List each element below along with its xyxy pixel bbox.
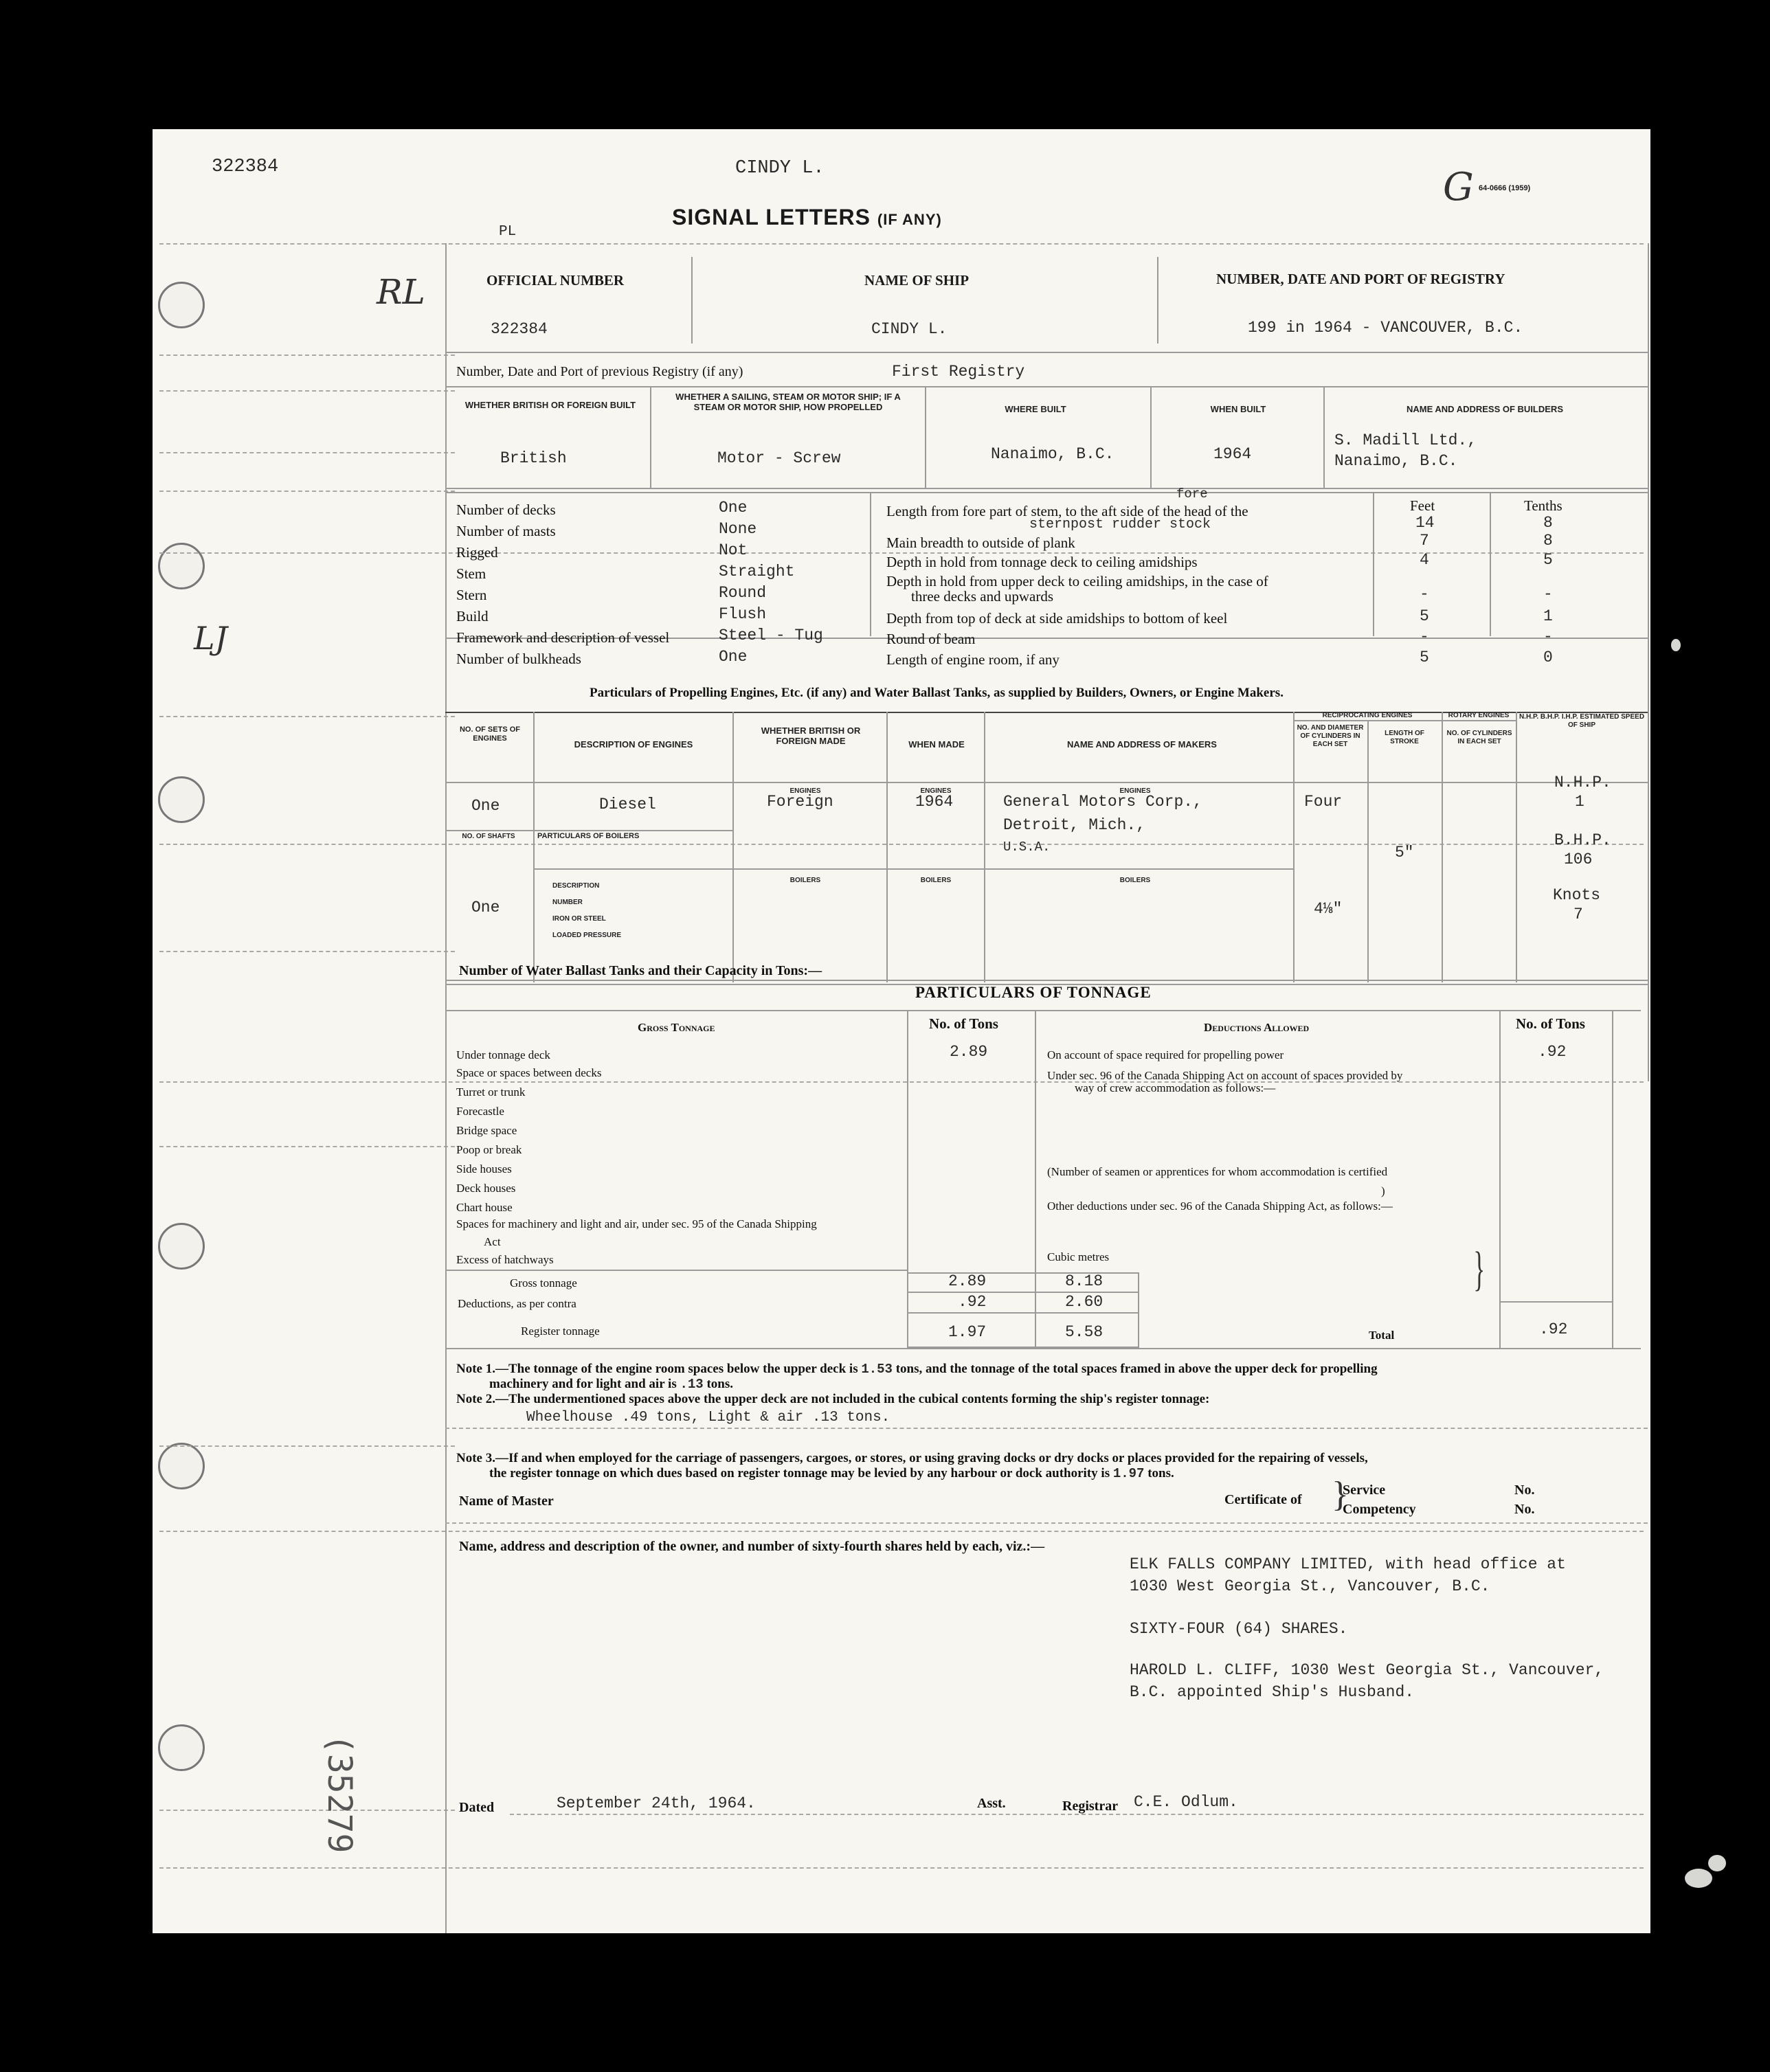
dimension-tenths: 0 — [1543, 649, 1553, 666]
under-deck-tons: 2.89 — [950, 1043, 988, 1061]
deduction-item-label: way of crew accommodation as follows:— — [1075, 1081, 1276, 1094]
shafts-count: One — [471, 899, 500, 916]
propulsion-header: WHETHER A SAILING, STEAM OR MOTOR SHIP; IF A STEAM OR MOTOR SHIP, HOW PROPELLED — [675, 392, 901, 412]
name-of-master-label: Name of Master — [459, 1494, 554, 1509]
dimension-label: Depth in hold from tonnage deck to ceiling amidships — [886, 554, 1198, 570]
cubic-metres-label: Cubic metres — [1047, 1250, 1110, 1263]
official-number: 322384 — [491, 320, 548, 338]
boilers-subheader: BOILERS — [1119, 877, 1151, 884]
owner-label: Name, address and description of the owner, and number of sixty-fourth shares held by each, viz.:— — [459, 1539, 1045, 1554]
rule-line — [159, 243, 1644, 245]
rule-line — [445, 1522, 1648, 1524]
description-label: Stern — [456, 587, 487, 603]
signal-letters-label: SIGNAL LETTERS — [672, 205, 871, 229]
column-divider — [1293, 712, 1295, 982]
builders-header: NAME AND ADDRESS OF BUILDERS — [1407, 404, 1563, 414]
dimension-tenths: - — [1543, 585, 1553, 603]
description-label: Number of decks — [456, 502, 556, 518]
deduction-item-label: ) — [1381, 1184, 1385, 1197]
rule-line — [159, 1146, 455, 1147]
description-value: One — [719, 648, 748, 666]
column-divider — [1035, 1010, 1036, 1348]
description-label: Number of bulkheads — [456, 651, 581, 667]
makers-line-2: Detroit, Mich., — [1003, 816, 1146, 834]
total-label: Total — [1369, 1329, 1395, 1342]
builders-line-1: S. Madill Ltd., — [1334, 431, 1477, 449]
summary-cubic: 8.18 — [1065, 1272, 1104, 1290]
dimension-label: Main breadth to outside of plank — [886, 534, 1075, 551]
note-3-text: the register tonnage on which dues based on register tonnage may be levied by any harbour or dock authority is — [489, 1466, 1110, 1480]
note-2: Note 2.—The undermentioned spaces above the upper deck are not included in the cubical contents forming the ship's register tonnage: — [456, 1392, 1210, 1406]
deduction-item-label: Other deductions under sec. 96 of the Canada Shipping Act, as follows:— — [1047, 1200, 1393, 1213]
frame-right-line — [1648, 243, 1649, 1081]
note-1-engine-room-tons: 1.53 — [861, 1362, 893, 1377]
rule-line — [445, 1270, 907, 1271]
dimension-label-continued: three decks and upwards — [911, 588, 1054, 605]
punch-hole — [158, 776, 205, 823]
column-divider — [1323, 386, 1325, 488]
column-divider — [1150, 386, 1152, 488]
rotary-cylinders-header: NO. OF CYLINDERS IN EACH SET — [1446, 730, 1512, 745]
boilers-header: PARTICULARS OF BOILERS — [537, 832, 640, 840]
port-of-registry-label: NUMBER, DATE AND PORT OF REGISTRY — [1216, 271, 1505, 287]
port-of-registry: 199 in 1964 - VANCOUVER, B.C. — [1248, 319, 1523, 337]
register-page — [153, 129, 1650, 1933]
column-divider — [1367, 720, 1369, 982]
engines-subheader: ENGINES — [789, 787, 821, 795]
gross-tonnage-header: Gross Tonnage — [638, 1021, 715, 1034]
engine-description: Diesel — [599, 796, 656, 813]
boiler-row-label: IRON OR STEEL — [552, 915, 606, 923]
deductions-header: Deductions Allowed — [1204, 1021, 1310, 1034]
note-1-text: tons. — [706, 1377, 733, 1391]
rule-line — [159, 452, 455, 453]
top-official-number: 322384 — [212, 157, 279, 177]
description-value: Not — [719, 541, 748, 559]
gross-item-label: Excess of hatchways — [456, 1253, 554, 1266]
gross-item-label: Forecastle — [456, 1105, 504, 1118]
makers-line-3: U.S.A. — [1003, 840, 1051, 855]
dimension-feet: 5 — [1420, 649, 1429, 666]
note-3: Note 3.—If and when employed for the carriage of passengers, cargoes, or stores, or using graving docks or dry docks or places provided for the repairing of vessels, — [456, 1451, 1368, 1465]
bhp-value: 106 — [1564, 851, 1593, 868]
note-1-light-air-tons: .13 — [680, 1377, 704, 1392]
rule-line — [445, 1428, 1648, 1429]
dimension-tenths: 1 — [1543, 607, 1553, 625]
asst-label: Asst. — [977, 1796, 1006, 1811]
description-label: Build — [456, 608, 489, 624]
boilers-subheader: BOILERS — [789, 877, 821, 884]
column-divider — [533, 712, 535, 982]
rule-line — [1499, 1301, 1612, 1303]
cylinders-diameter: 4⅛" — [1314, 900, 1343, 918]
dimension-tenths: 8 — [1543, 532, 1553, 550]
fore-insert: fore — [1176, 486, 1208, 502]
dimension-tenths: 5 — [1543, 551, 1553, 569]
note-1-text: machinery and for light and air is — [489, 1377, 677, 1391]
dimension-feet: 4 — [1420, 551, 1429, 569]
frame-left-line — [445, 243, 447, 1933]
note-3-text: tons. — [1147, 1466, 1174, 1480]
rule-line — [445, 1348, 1641, 1349]
gross-item-label: Side houses — [456, 1162, 512, 1175]
description-label: Number of masts — [456, 523, 556, 539]
rule-line — [159, 1867, 1644, 1869]
boiler-row-label: DESCRIPTION — [552, 882, 600, 890]
tons-header: No. of Tons — [929, 1015, 998, 1032]
column-divider — [732, 712, 734, 982]
description-value: Flush — [719, 605, 767, 623]
rule-line — [907, 1312, 1138, 1314]
british-foreign-built: British — [500, 449, 567, 467]
note-1 — [456, 1362, 1378, 1377]
rule-line — [907, 1272, 1138, 1274]
gross-item-label: Poop or break — [456, 1143, 522, 1156]
column-divider — [1516, 712, 1517, 982]
gross-item-label: Chart house — [456, 1201, 513, 1214]
description-value: Straight — [719, 563, 795, 581]
bhp-label: B.H.P. — [1554, 831, 1611, 849]
ship-name: CINDY L. — [871, 320, 948, 338]
boilers-subheader: BOILERS — [920, 877, 952, 884]
owner-line-4: HAROLD L. CLIFF, 1030 West Georgia St., Vancouver, — [1130, 1661, 1604, 1679]
british-foreign-made-header: WHETHER BRITISH OR FOREIGN MADE — [761, 725, 861, 746]
name-of-ship-label: NAME OF SHIP — [864, 272, 970, 289]
form-code: 64-0666 (1959) — [1479, 184, 1531, 192]
shafts-header: NO. OF SHAFTS — [462, 833, 515, 840]
engines-title: Particulars of Propelling Engines, Etc. (if any) and Water Ballast Tanks, as supplied by Builders, Owners, or Engine Makers. — [590, 686, 1284, 700]
dimension-label: Length from fore part of stem, to the aft side of the head of the — [886, 503, 1248, 519]
owner-line-1: ELK FALLS COMPANY LIMITED, with head office at — [1130, 1555, 1566, 1573]
dimension-label: Depth in hold from upper deck to ceiling amidships, in the case of — [886, 573, 1268, 589]
power-header: N.H.P. B.H.P. I.H.P. ESTIMATED SPEED OF SHIP — [1519, 713, 1645, 729]
feet-header: Feet — [1410, 497, 1435, 514]
column-divider — [886, 712, 888, 982]
reciprocating-header: RECIPROCATING ENGINES — [1322, 712, 1413, 719]
dimension-feet: - — [1420, 628, 1429, 646]
description-label: Framework and description of vessel — [456, 629, 670, 646]
sets-of-engines-header: NO. OF SETS OF ENGINES — [459, 725, 520, 743]
service-label: Service — [1343, 1483, 1386, 1498]
column-divider — [984, 712, 985, 982]
gross-item-label: Bridge space — [456, 1124, 517, 1137]
stroke-length: 5" — [1395, 844, 1414, 862]
column-divider — [1499, 1010, 1501, 1348]
summary-tons: 1.97 — [948, 1323, 987, 1341]
rule-line — [159, 491, 455, 492]
competency-no-label: No. — [1514, 1502, 1535, 1517]
top-ship-name: CINDY L. — [735, 158, 825, 179]
makers-header: NAME AND ADDRESS OF MAKERS — [1067, 739, 1217, 750]
engine-sets: One — [471, 797, 500, 815]
column-divider — [1612, 1010, 1613, 1348]
column-divider — [1442, 712, 1443, 982]
summary-label: Register tonnage — [521, 1325, 600, 1338]
makers-line-1: General Motors Corp., — [1003, 793, 1202, 811]
gross-item-label: Spaces for machinery and light and air, under sec. 95 of the Canada Shipping — [456, 1217, 817, 1230]
rotary-header: ROTARY ENGINES — [1448, 712, 1510, 719]
cylinders-count: Four — [1304, 793, 1343, 811]
engines-subheader: ENGINES — [920, 787, 952, 795]
summary-label: Deductions, as per contra — [458, 1297, 576, 1310]
column-divider — [1157, 257, 1158, 344]
note-1-text: tons, and the tonnage of the total spaces framed in above the upper deck for propelling — [895, 1362, 1378, 1376]
propelling-power-tons: .92 — [1538, 1043, 1567, 1061]
owner-line-5: B.C. appointed Ship's Husband. — [1130, 1683, 1415, 1701]
column-divider — [691, 257, 693, 344]
date-value: September 24th, 1964. — [557, 1794, 756, 1812]
nhp-value: 1 — [1575, 793, 1584, 811]
column-divider — [1490, 492, 1491, 636]
competency-label: Competency — [1343, 1502, 1416, 1517]
deduction-item-label: On account of space required for propelling power — [1047, 1048, 1284, 1061]
rule-line — [159, 951, 455, 952]
paper-speck — [1671, 639, 1681, 651]
dimension-feet: 14 — [1415, 514, 1435, 532]
dimension-label: Length of engine room, if any — [886, 651, 1060, 668]
note-2-value: Wheelhouse .49 tons, Light & air .13 tons. — [526, 1410, 890, 1426]
gross-item-label: Act — [484, 1235, 501, 1248]
engine-made: Foreign — [767, 793, 833, 811]
rule-line — [445, 352, 1648, 353]
punch-hole — [158, 282, 205, 328]
rule-line — [159, 354, 455, 356]
description-of-engines-header: DESCRIPTION OF ENGINES — [574, 739, 693, 750]
dimension-tenths: 8 — [1543, 514, 1553, 532]
where-built: Nanaimo, B.C. — [991, 445, 1114, 463]
when-built: 1964 — [1213, 445, 1252, 463]
dimension-label: Round of beam — [886, 631, 976, 647]
dimension-tenths: - — [1543, 628, 1553, 646]
registrar-label: Registrar — [1062, 1799, 1119, 1814]
summary-cubic: 5.58 — [1065, 1323, 1104, 1341]
how-propelled: Motor - Screw — [717, 449, 841, 467]
water-ballast-label: Number of Water Ballast Tanks and their Capacity in Tons:— — [459, 963, 822, 978]
rule-line — [159, 1081, 1644, 1083]
when-made-header: WHEN MADE — [908, 739, 965, 750]
engines-subheader: ENGINES — [1119, 787, 1151, 795]
rule-line — [159, 716, 455, 717]
punch-hole — [158, 1724, 205, 1771]
boiler-row-label: LOADED PRESSURE — [552, 932, 622, 939]
registrar-value: C.E. Odlum. — [1134, 1793, 1238, 1811]
dimension-feet: - — [1420, 585, 1429, 603]
where-built-header: WHERE BUILT — [1005, 404, 1066, 414]
summary-label: Gross tonnage — [510, 1276, 577, 1290]
dimension-feet: 5 — [1420, 607, 1429, 625]
column-divider — [1373, 492, 1374, 636]
summary-tons: .92 — [958, 1293, 987, 1311]
rule-line — [159, 1810, 455, 1811]
rule-line — [445, 386, 1648, 387]
top-right-mark: G — [1443, 165, 1474, 210]
rule-line — [445, 782, 1648, 783]
column-divider — [650, 386, 651, 488]
column-divider — [870, 492, 871, 636]
rule-line — [159, 390, 455, 392]
nhp-label: N.H.P. — [1554, 774, 1611, 791]
note-1-text: Note 1.—The tonnage of the engine room spaces below the upper deck is — [456, 1362, 858, 1376]
service-no-label: No. — [1514, 1483, 1535, 1498]
description-value: Round — [719, 584, 767, 602]
british-foreign-built-header: WHETHER BRITISH OR FOREIGN BUILT — [464, 400, 636, 410]
brace-mark: } — [1473, 1243, 1486, 1296]
description-value: One — [719, 499, 748, 517]
rule-line — [445, 488, 1648, 489]
knots-value: 7 — [1573, 905, 1583, 923]
stroke-header: LENGTH OF STROKE — [1385, 730, 1424, 745]
note-3-tons: 1.97 — [1112, 1466, 1145, 1481]
punch-hole — [158, 1223, 205, 1270]
description-label: Rigged — [456, 544, 498, 561]
knots-label: Knots — [1553, 886, 1601, 904]
certificate-brace: } — [1332, 1475, 1349, 1514]
note-3-continued — [489, 1466, 1174, 1481]
dimension-label: Depth from top of deck at side amidships to bottom of keel — [886, 610, 1228, 627]
rule-line — [159, 844, 1644, 845]
paper-speck — [1708, 1855, 1726, 1871]
paper-speck — [1685, 1869, 1712, 1888]
punch-hole — [158, 543, 205, 589]
total-deductions: .92 — [1539, 1320, 1568, 1338]
gross-item-label: Under tonnage deck — [456, 1048, 550, 1061]
owner-line-2: 1030 West Georgia St., Vancouver, B.C. — [1130, 1577, 1490, 1595]
dimension-label-continued: sternpost rudder stock — [1029, 517, 1211, 532]
cylinders-header: NO. AND DIAMETER OF CYLINDERS IN EACH SET — [1297, 724, 1364, 748]
rule-line — [445, 492, 1648, 493]
owner-shares: SIXTY-FOUR (64) SHARES. — [1130, 1620, 1348, 1638]
punch-hole — [158, 1443, 205, 1489]
note-1-continued — [489, 1377, 733, 1392]
official-number-label: OFFICIAL NUMBER — [486, 272, 625, 289]
builders-line-2: Nanaimo, B.C. — [1334, 452, 1458, 470]
rule-line — [445, 1010, 1641, 1011]
description-value: None — [719, 520, 757, 538]
when-built-header: WHEN BUILT — [1210, 404, 1266, 414]
description-value: Steel - Tug — [719, 627, 823, 644]
margin-initials: RL — [377, 272, 425, 312]
column-divider — [925, 386, 926, 488]
dimension-feet: 7 — [1420, 532, 1429, 550]
rule-line — [907, 1292, 1138, 1293]
deduction-item-label: (Number of seamen or apprentices for whom accommodation is certified — [1047, 1165, 1388, 1178]
rule-line — [445, 980, 1648, 981]
gross-item-label: Deck houses — [456, 1182, 516, 1195]
boiler-row-label: NUMBER — [552, 899, 583, 906]
column-divider — [907, 1010, 908, 1348]
rule-line — [533, 868, 987, 870]
rule-line — [984, 868, 1293, 870]
tonnage-title: PARTICULARS OF TONNAGE — [915, 984, 1152, 1001]
tenths-header: Tenths — [1524, 497, 1562, 514]
deduction-item-label: Under sec. 96 of the Canada Shipping Act on account of spaces provided by — [1047, 1069, 1403, 1082]
rule-line — [159, 1445, 455, 1447]
vertical-stamp: (35279 — [320, 1734, 359, 1854]
previous-registry-label: Number, Date and Port of previous Registry (if any) — [456, 364, 743, 379]
signal-letters-title — [672, 205, 942, 230]
rule-line — [510, 1814, 1644, 1815]
signal-letters-value: PL — [499, 224, 517, 240]
margin-mark: LJ — [194, 620, 227, 657]
certificate-label: Certificate of — [1224, 1492, 1302, 1507]
summary-tons: 2.89 — [948, 1272, 987, 1290]
previous-registry-value: First Registry — [892, 363, 1025, 381]
gross-item-label: Turret or trunk — [456, 1085, 526, 1099]
tons-header-deductions: No. of Tons — [1516, 1015, 1585, 1032]
engine-year: 1964 — [915, 793, 954, 811]
gross-item-label: Space or spaces between decks — [456, 1066, 602, 1079]
description-label: Stem — [456, 565, 486, 582]
summary-cubic: 2.60 — [1065, 1293, 1104, 1311]
rule-line — [159, 1531, 1644, 1532]
signal-letters-suffix: (IF ANY) — [877, 211, 942, 228]
column-divider — [1138, 1272, 1139, 1348]
dated-label: Dated — [459, 1800, 495, 1815]
